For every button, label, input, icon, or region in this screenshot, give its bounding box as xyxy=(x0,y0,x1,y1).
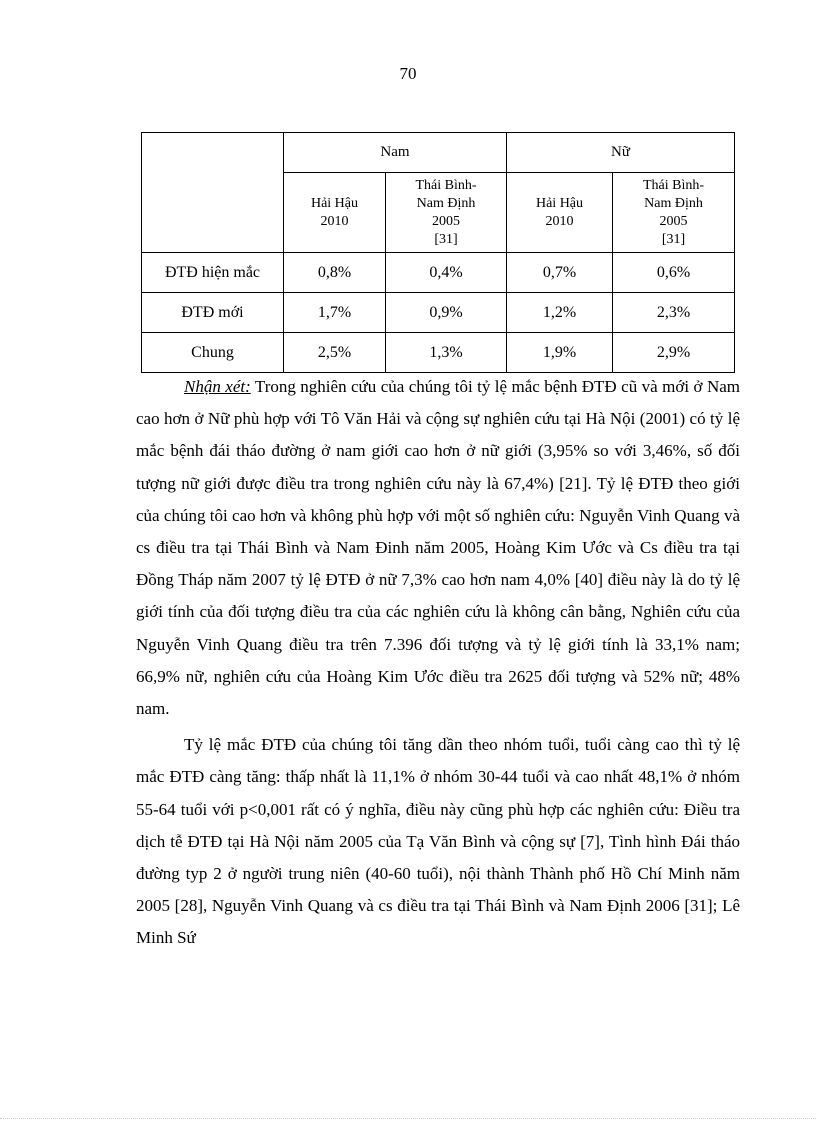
table-cell: 2,9% xyxy=(613,333,735,373)
remark-label: Nhận xét: xyxy=(184,377,251,396)
group-header-nam: Nam xyxy=(284,133,507,173)
subheader-nam-haihau: Hải Hậu 2010 xyxy=(284,173,386,253)
table-row xyxy=(142,253,735,293)
body-text xyxy=(136,371,740,955)
page-bottom-rule xyxy=(0,1118,816,1119)
row-label: ĐTĐ hiện mắc xyxy=(142,253,284,293)
table-cell: 0,6% xyxy=(613,253,735,293)
table-cell: 1,2% xyxy=(507,293,613,333)
table-cell: 2,3% xyxy=(613,293,735,333)
table-cell: 0,7% xyxy=(507,253,613,293)
table-row xyxy=(142,333,735,373)
data-table xyxy=(141,132,735,373)
page-number: 70 xyxy=(399,64,417,83)
table-row xyxy=(142,293,735,333)
table-cell: 1,3% xyxy=(386,333,507,373)
paragraph-1 xyxy=(136,371,740,725)
table-cell: 0,9% xyxy=(386,293,507,333)
table-corner-cell xyxy=(142,133,284,253)
table-cell: 1,7% xyxy=(284,293,386,333)
table-cell: 1,9% xyxy=(507,333,613,373)
table-cell: 2,5% xyxy=(284,333,386,373)
paragraph-2: Tỷ lệ mắc ĐTĐ của chúng tôi tăng dần theo nhóm tuổi, tuổi càng cao thì tỷ lệ mắc ĐTĐ càng tăng: thấp nhất là 11,1% ở nhóm 30-44 tuổi và cao nhất 48,1% ở nhóm 55-64 tuổi với p<0,001 rất có ý nghĩa, điều này cũng phù hợp các nghiên cứu: Điều tra dịch tễ ĐTĐ tại Hà Nội năm 2005 của Tạ Văn Bình và cộng sự [7], Tình hình Đái tháo đường typ 2 ở người trung niên (40-60 tuổi), nội thành Thành phố Hồ Chí Minh năm 2005 [28], Nguyễn Vinh Quang và cs điều tra tại Thái Bình và Nam Định 2006 [31]; Lê Minh Sứ xyxy=(136,735,740,948)
subheader-nu-haihau: Hải Hậu 2010 xyxy=(507,173,613,253)
row-label: ĐTĐ mới xyxy=(142,293,284,333)
subheader-nam-thaibinh: Thái Bình- Nam Định 2005 [31] xyxy=(386,173,507,253)
group-header-nu: Nữ xyxy=(507,133,735,173)
paragraph-1-text: Trong nghiên cứu của chúng tôi tỷ lệ mắc bệnh ĐTĐ cũ và mới ở Nam cao hơn ở Nữ phù hợp với Tô Văn Hải và cộng sự nghiên cứu tại Hà Nội (2001) có tỷ lệ mắc bệnh đái tháo đường ở nam giới cao hơn ở nữ giới (3,95% so với 3,46%, số đối tượng nữ giới được điều tra trong nghiên cứu này là 67,4%) [21]. Tỷ lệ ĐTĐ theo giới của chúng tôi cao hơn và không phù hợp với một số nghiên cứu: Nguyễn Vinh Quang và cs điều tra tại Thái Bình và Nam Đinh năm 2005, Hoàng Kim Ước và Cs điều tra tại Đồng Tháp năm 2007 tỷ lệ ĐTĐ ở nữ 7,3% cao hơn nam 4,0% [40] điều này là do tỷ lệ giới tính của đối tượng điều tra của các nghiên cứu là không cân bằng, Nghiên cứu của Nguyễn Vinh Quang điều tra trên 7.396 đối tượng và tỷ lệ giới tính là 33,1% nam; 66,9% nữ, nghiên cứu của Hoàng Kim Ước điều tra 2625 đối tượng và 52% nữ; 48% nam. xyxy=(136,377,740,719)
subheader-nu-thaibinh: Thái Bình- Nam Định 2005 [31] xyxy=(613,173,735,253)
table-cell: 0,8% xyxy=(284,253,386,293)
row-label: Chung xyxy=(142,333,284,373)
table-cell: 0,4% xyxy=(386,253,507,293)
